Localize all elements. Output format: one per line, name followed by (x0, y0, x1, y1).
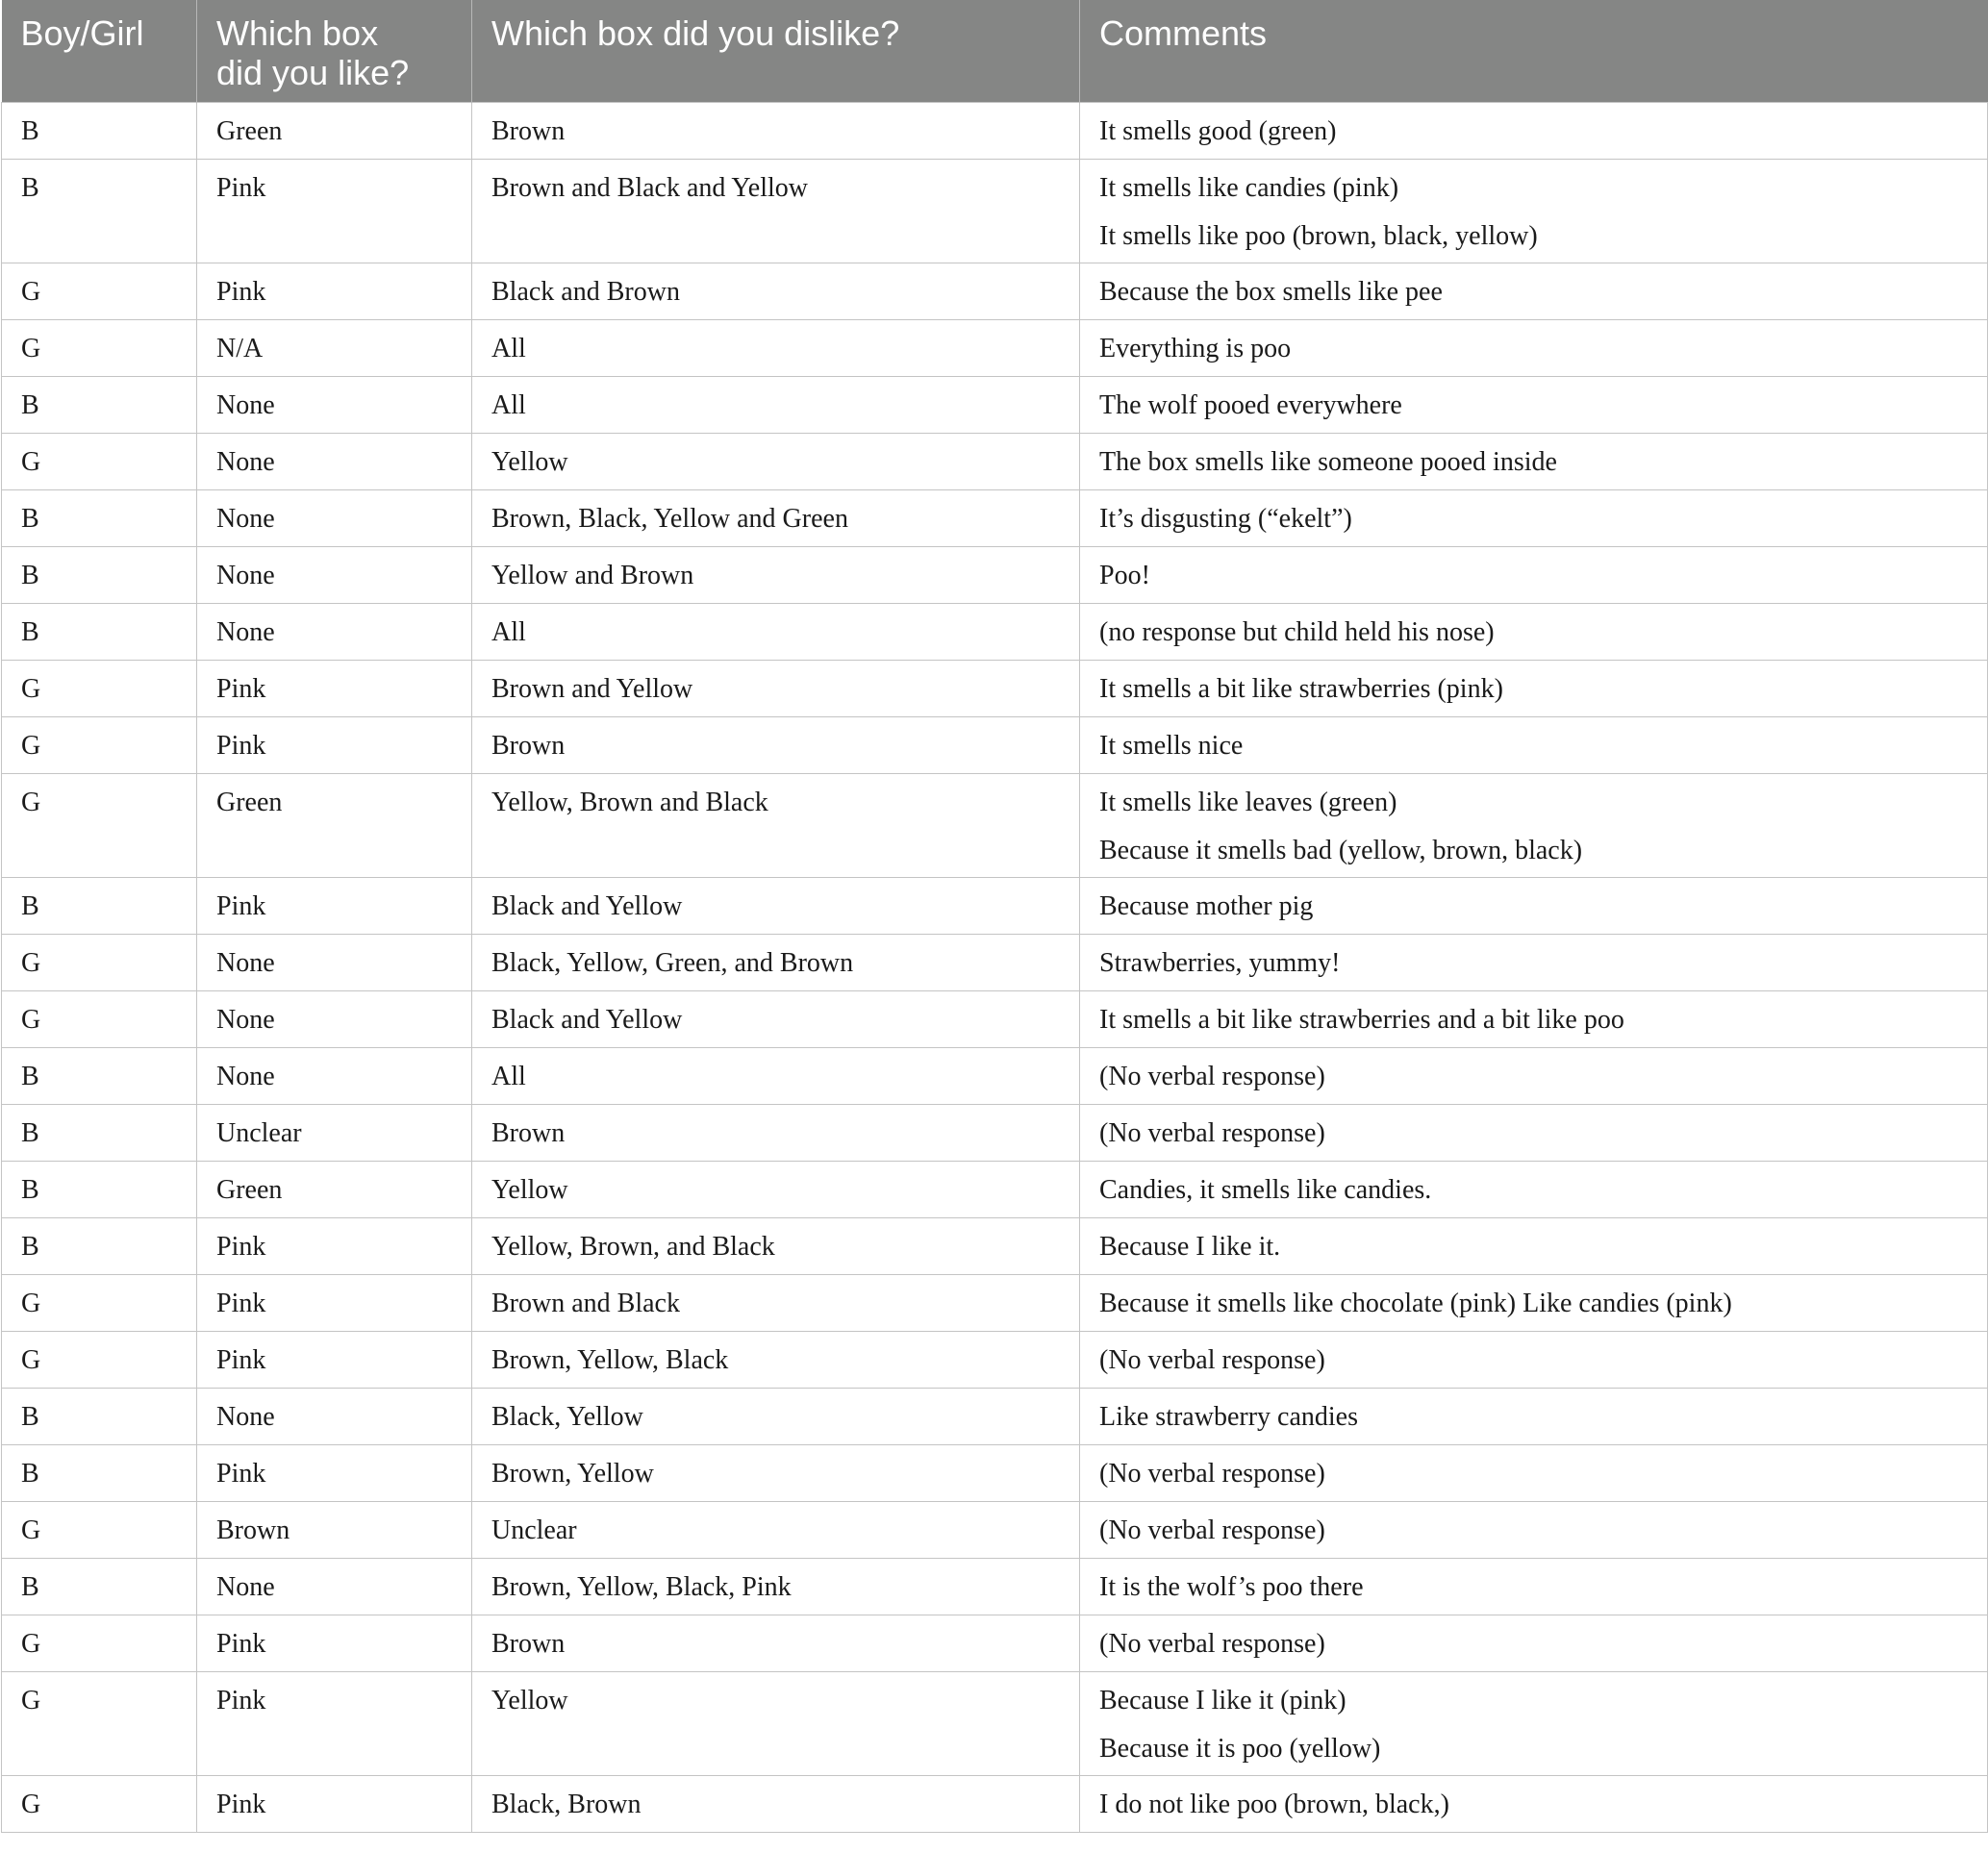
cell-gender: G (2, 661, 197, 717)
cell-disliked: Brown (472, 1105, 1080, 1162)
cell-liked: Pink (197, 1672, 472, 1776)
cell-disliked: Black, Yellow (472, 1389, 1080, 1445)
comment-line: Strawberries, yummy! (1099, 948, 1341, 978)
comment-line: (No verbal response) (1099, 1118, 1325, 1148)
cell-liked: Pink (197, 1332, 472, 1389)
cell-gender: G (2, 1275, 197, 1332)
cell-comments (1080, 1105, 1988, 1162)
cell-comments (1080, 490, 1988, 547)
header-comments (1080, 0, 1988, 103)
cell-gender: G (2, 991, 197, 1048)
cell-gender: B (2, 1218, 197, 1275)
cell-disliked: Yellow (472, 434, 1080, 490)
cell-disliked: Yellow, Brown, and Black (472, 1218, 1080, 1275)
table-row (2, 604, 1988, 661)
comment-line: Because I like it (pink) (1099, 1686, 1346, 1715)
cell-comments (1080, 320, 1988, 377)
cell-gender: G (2, 1502, 197, 1559)
cell-comments (1080, 377, 1988, 434)
cell-liked: None (197, 490, 472, 547)
cell-disliked: Brown, Yellow (472, 1445, 1080, 1502)
table-row (2, 320, 1988, 377)
cell-comments (1080, 1218, 1988, 1275)
cell-disliked: Yellow (472, 1672, 1080, 1776)
cell-comments (1080, 160, 1988, 263)
table-row (2, 1048, 1988, 1105)
table-row (2, 935, 1988, 991)
comment-line: Poo! (1099, 561, 1150, 590)
table-row (2, 991, 1988, 1048)
comment-line: It smells like leaves (green) (1099, 788, 1397, 817)
cell-gender: G (2, 320, 197, 377)
cell-gender: B (2, 604, 197, 661)
cell-disliked: Black and Brown (472, 263, 1080, 320)
cell-liked: Unclear (197, 1105, 472, 1162)
cell-liked: Green (197, 1162, 472, 1218)
cell-liked: None (197, 1048, 472, 1105)
cell-disliked: Brown (472, 1615, 1080, 1672)
cell-gender: G (2, 1332, 197, 1389)
cell-comments (1080, 1445, 1988, 1502)
cell-comments (1080, 1559, 1988, 1615)
header-text-line: did you like? (216, 53, 410, 92)
table-row (2, 547, 1988, 604)
comment-line: It smells like candies (pink) (1099, 173, 1399, 203)
table-header (2, 0, 1988, 103)
cell-disliked: All (472, 604, 1080, 661)
cell-disliked: Brown (472, 103, 1080, 160)
comment-line: It is the wolf’s poo there (1099, 1572, 1364, 1602)
header-boy-girl (2, 0, 197, 103)
cell-comments (1080, 661, 1988, 717)
cell-liked: Pink (197, 1776, 472, 1833)
cell-liked: Brown (197, 1502, 472, 1559)
cell-gender: G (2, 774, 197, 878)
header-disliked-box (472, 0, 1080, 103)
cell-comments (1080, 1389, 1988, 1445)
table-row (2, 1776, 1988, 1833)
cell-comments (1080, 604, 1988, 661)
cell-disliked: Black, Yellow, Green, and Brown (472, 935, 1080, 991)
cell-liked: Pink (197, 1615, 472, 1672)
header-liked-box (197, 0, 472, 103)
comment-line: Like strawberry candies (1099, 1402, 1358, 1432)
cell-liked: Pink (197, 1275, 472, 1332)
comment-line: (No verbal response) (1099, 1629, 1325, 1659)
comment-line: (no response but child held his nose) (1099, 617, 1495, 647)
comment-line: Because it smells bad (yellow, brown, black) (1099, 836, 1583, 865)
comment-line: Everything is poo (1099, 334, 1292, 363)
cell-disliked: Black and Yellow (472, 991, 1080, 1048)
comment-line: It smells a bit like strawberries (pink) (1099, 674, 1503, 704)
comment-line: I do not like poo (brown, black,) (1099, 1790, 1449, 1819)
cell-gender: B (2, 160, 197, 263)
cell-liked: None (197, 935, 472, 991)
comment-line: Candies, it smells like candies. (1099, 1175, 1432, 1205)
cell-liked: None (197, 547, 472, 604)
table-row (2, 1615, 1988, 1672)
cell-liked: Green (197, 103, 472, 160)
cell-comments (1080, 434, 1988, 490)
cell-gender: G (2, 1615, 197, 1672)
cell-comments (1080, 935, 1988, 991)
cell-comments (1080, 103, 1988, 160)
cell-disliked: Brown and Black and Yellow (472, 160, 1080, 263)
cell-liked: Pink (197, 661, 472, 717)
table-row (2, 1275, 1988, 1332)
cell-gender: B (2, 1105, 197, 1162)
cell-gender: B (2, 490, 197, 547)
table-row (2, 661, 1988, 717)
header-text-line: Comments (1099, 13, 1268, 53)
cell-gender: G (2, 1672, 197, 1776)
table-row (2, 160, 1988, 263)
comment-line: The wolf pooed everywhere (1099, 390, 1402, 420)
comment-line: (No verbal response) (1099, 1515, 1325, 1545)
cell-liked: None (197, 377, 472, 434)
survey-table (1, 0, 1988, 1833)
comment-line: (No verbal response) (1099, 1062, 1325, 1091)
comment-line: It smells nice (1099, 731, 1244, 761)
cell-liked: None (197, 1559, 472, 1615)
cell-disliked: Brown, Yellow, Black, Pink (472, 1559, 1080, 1615)
cell-liked: Pink (197, 263, 472, 320)
table-row (2, 103, 1988, 160)
table-row (2, 878, 1988, 935)
cell-gender: B (2, 377, 197, 434)
cell-comments (1080, 1275, 1988, 1332)
cell-liked: Green (197, 774, 472, 878)
cell-liked: None (197, 991, 472, 1048)
cell-disliked: Black and Yellow (472, 878, 1080, 935)
cell-liked: Pink (197, 1218, 472, 1275)
cell-comments (1080, 878, 1988, 935)
cell-disliked: All (472, 1048, 1080, 1105)
table-row (2, 377, 1988, 434)
comment-line: Because it is poo (yellow) (1099, 1734, 1381, 1764)
comment-line: It smells good (green) (1099, 116, 1337, 146)
cell-gender: G (2, 935, 197, 991)
cell-comments (1080, 1162, 1988, 1218)
cell-gender: G (2, 717, 197, 774)
cell-gender: B (2, 547, 197, 604)
table-row (2, 1672, 1988, 1776)
header-row (2, 0, 1988, 103)
table-row (2, 1332, 1988, 1389)
cell-gender: G (2, 1776, 197, 1833)
cell-comments (1080, 1615, 1988, 1672)
table-row (2, 434, 1988, 490)
cell-comments (1080, 1776, 1988, 1833)
cell-comments (1080, 1048, 1988, 1105)
header-text-line: Which box did you dislike? (491, 13, 900, 53)
table-row (2, 263, 1988, 320)
cell-gender: B (2, 1559, 197, 1615)
cell-liked: None (197, 1389, 472, 1445)
cell-gender: B (2, 1162, 197, 1218)
cell-liked: Pink (197, 160, 472, 263)
cell-disliked: All (472, 320, 1080, 377)
comment-line: Because the box smells like pee (1099, 277, 1443, 307)
cell-comments (1080, 263, 1988, 320)
comment-line: Because mother pig (1099, 891, 1314, 921)
cell-comments (1080, 991, 1988, 1048)
table-row (2, 1218, 1988, 1275)
cell-gender: B (2, 1389, 197, 1445)
table-row (2, 717, 1988, 774)
table-row (2, 1559, 1988, 1615)
cell-comments (1080, 547, 1988, 604)
cell-disliked: Brown, Black, Yellow and Green (472, 490, 1080, 547)
table-row (2, 1502, 1988, 1559)
header-text-line: Which box (216, 13, 379, 53)
cell-gender: B (2, 878, 197, 935)
comment-line: Because it smells like chocolate (pink) Like candies (pink) (1099, 1289, 1732, 1318)
cell-disliked: Brown, Yellow, Black (472, 1332, 1080, 1389)
cell-gender: B (2, 103, 197, 160)
comment-line: (No verbal response) (1099, 1459, 1325, 1489)
table-row (2, 774, 1988, 878)
cell-disliked: Unclear (472, 1502, 1080, 1559)
cell-gender: G (2, 434, 197, 490)
cell-disliked: Yellow, Brown and Black (472, 774, 1080, 878)
cell-liked: None (197, 604, 472, 661)
cell-disliked: Black, Brown (472, 1776, 1080, 1833)
cell-comments (1080, 1672, 1988, 1776)
cell-comments (1080, 717, 1988, 774)
cell-liked: Pink (197, 1445, 472, 1502)
comment-line: Because I like it. (1099, 1232, 1281, 1262)
comment-line: It smells a bit like strawberries and a bit like poo (1099, 1005, 1624, 1035)
cell-disliked: Brown and Black (472, 1275, 1080, 1332)
table-row (2, 1105, 1988, 1162)
cell-liked: None (197, 434, 472, 490)
cell-disliked: All (472, 377, 1080, 434)
table-body (2, 103, 1988, 1833)
cell-disliked: Yellow (472, 1162, 1080, 1218)
cell-disliked: Brown and Yellow (472, 661, 1080, 717)
cell-liked: N/A (197, 320, 472, 377)
cell-disliked: Yellow and Brown (472, 547, 1080, 604)
table-row (2, 1389, 1988, 1445)
cell-comments (1080, 1332, 1988, 1389)
table-row (2, 490, 1988, 547)
comment-line: It’s disgusting (“ekelt”) (1099, 504, 1352, 534)
cell-liked: Pink (197, 878, 472, 935)
table-row (2, 1445, 1988, 1502)
cell-disliked: Brown (472, 717, 1080, 774)
header-text-line: Boy/Girl (20, 13, 144, 53)
cell-gender: B (2, 1445, 197, 1502)
comment-line: (No verbal response) (1099, 1345, 1325, 1375)
table-row (2, 1162, 1988, 1218)
cell-gender: G (2, 263, 197, 320)
comment-line: The box smells like someone pooed inside (1099, 447, 1557, 477)
cell-gender: B (2, 1048, 197, 1105)
comment-line: It smells like poo (brown, black, yellow) (1099, 221, 1538, 251)
cell-comments (1080, 774, 1988, 878)
cell-liked: Pink (197, 717, 472, 774)
cell-comments (1080, 1502, 1988, 1559)
